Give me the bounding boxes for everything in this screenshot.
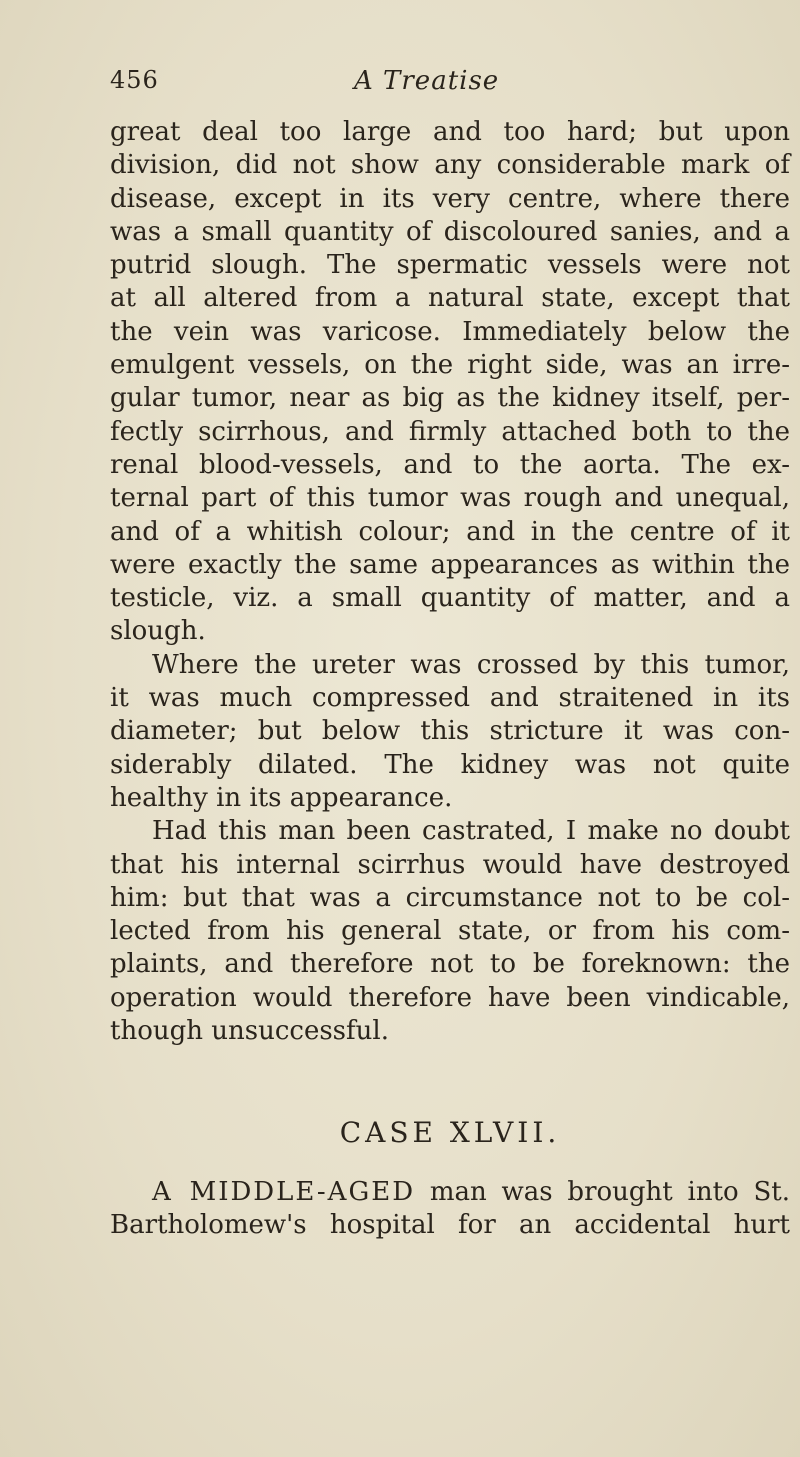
text-line: ternal part of this tumor was rough and unequal, xyxy=(110,483,790,514)
page-header xyxy=(110,66,710,106)
lead-small-caps: A MIDDLE-AGED xyxy=(152,1176,416,1207)
paragraph-2 xyxy=(110,649,790,815)
text-line: great deal too large and too hard; but upon xyxy=(110,117,790,147)
body-text xyxy=(110,116,790,1242)
text-line: plaints, and therefore not to be foreknown: the xyxy=(110,949,790,980)
text-fragment: man was brought into St. xyxy=(429,1176,790,1207)
text-line: Bartholomew's hospital for an accidental hurt xyxy=(110,1209,790,1240)
text-line: renal blood-vessels, and to the aorta. The ex- xyxy=(110,449,790,480)
paragraph-1 xyxy=(110,116,790,649)
text-line: Where the ureter was crossed by this tumor, xyxy=(152,649,790,680)
text-line: were exactly the same appearances as within the xyxy=(110,549,790,580)
text-line: testicle, viz. a small quantity of matter, and a xyxy=(110,583,790,614)
text-line: emulgent vessels, on the right side, was an irre- xyxy=(110,350,790,381)
text-line: fectly scirrhous, and firmly attached both to the xyxy=(110,416,790,447)
text-line: healthy in its appearance. xyxy=(110,782,453,813)
case-heading: CASE XLVII. xyxy=(339,1116,561,1150)
text-line: gular tumor, near as big as the kidney itself, per- xyxy=(110,383,790,414)
text-line: and of a whitish colour; and in the centre of it xyxy=(110,516,790,547)
text-line: that his internal scirrhus would have destroyed xyxy=(110,849,790,880)
text-line: lected from his general state, or from his com- xyxy=(110,916,790,947)
text-line: diameter; but below this stricture it was con- xyxy=(110,716,790,747)
text-line: was a small quantity of discoloured sanies, and a xyxy=(110,216,790,247)
text-line: him: but that was a circumstance not to be col- xyxy=(110,882,790,913)
text-line: siderably dilated. The kidney was not quite xyxy=(110,749,790,780)
running-title: A Treatise xyxy=(354,66,500,96)
text-line: disease, except in its very centre, where there xyxy=(110,183,790,214)
text-line: the vein was varicose. Immediately below the xyxy=(110,316,790,347)
text-line: slough. xyxy=(110,616,206,647)
text-line: it was much compressed and straitened in its xyxy=(110,683,790,714)
text-line xyxy=(110,1176,790,1209)
text-line: at all altered from a natural state, except that xyxy=(110,283,790,314)
page-number: 456 xyxy=(110,66,159,94)
text-line: though unsuccessful. xyxy=(110,1016,389,1047)
text-line: division, did not show any considerable mark of xyxy=(110,150,790,181)
paragraph-3 xyxy=(110,815,790,1048)
paragraph-4 xyxy=(110,1176,790,1243)
text-line: operation would therefore have been vindicable, xyxy=(110,982,790,1013)
text-line: Had this man been castrated, I make no doubt xyxy=(152,816,790,847)
text-line: putrid slough. The spermatic vessels were not xyxy=(110,250,790,281)
